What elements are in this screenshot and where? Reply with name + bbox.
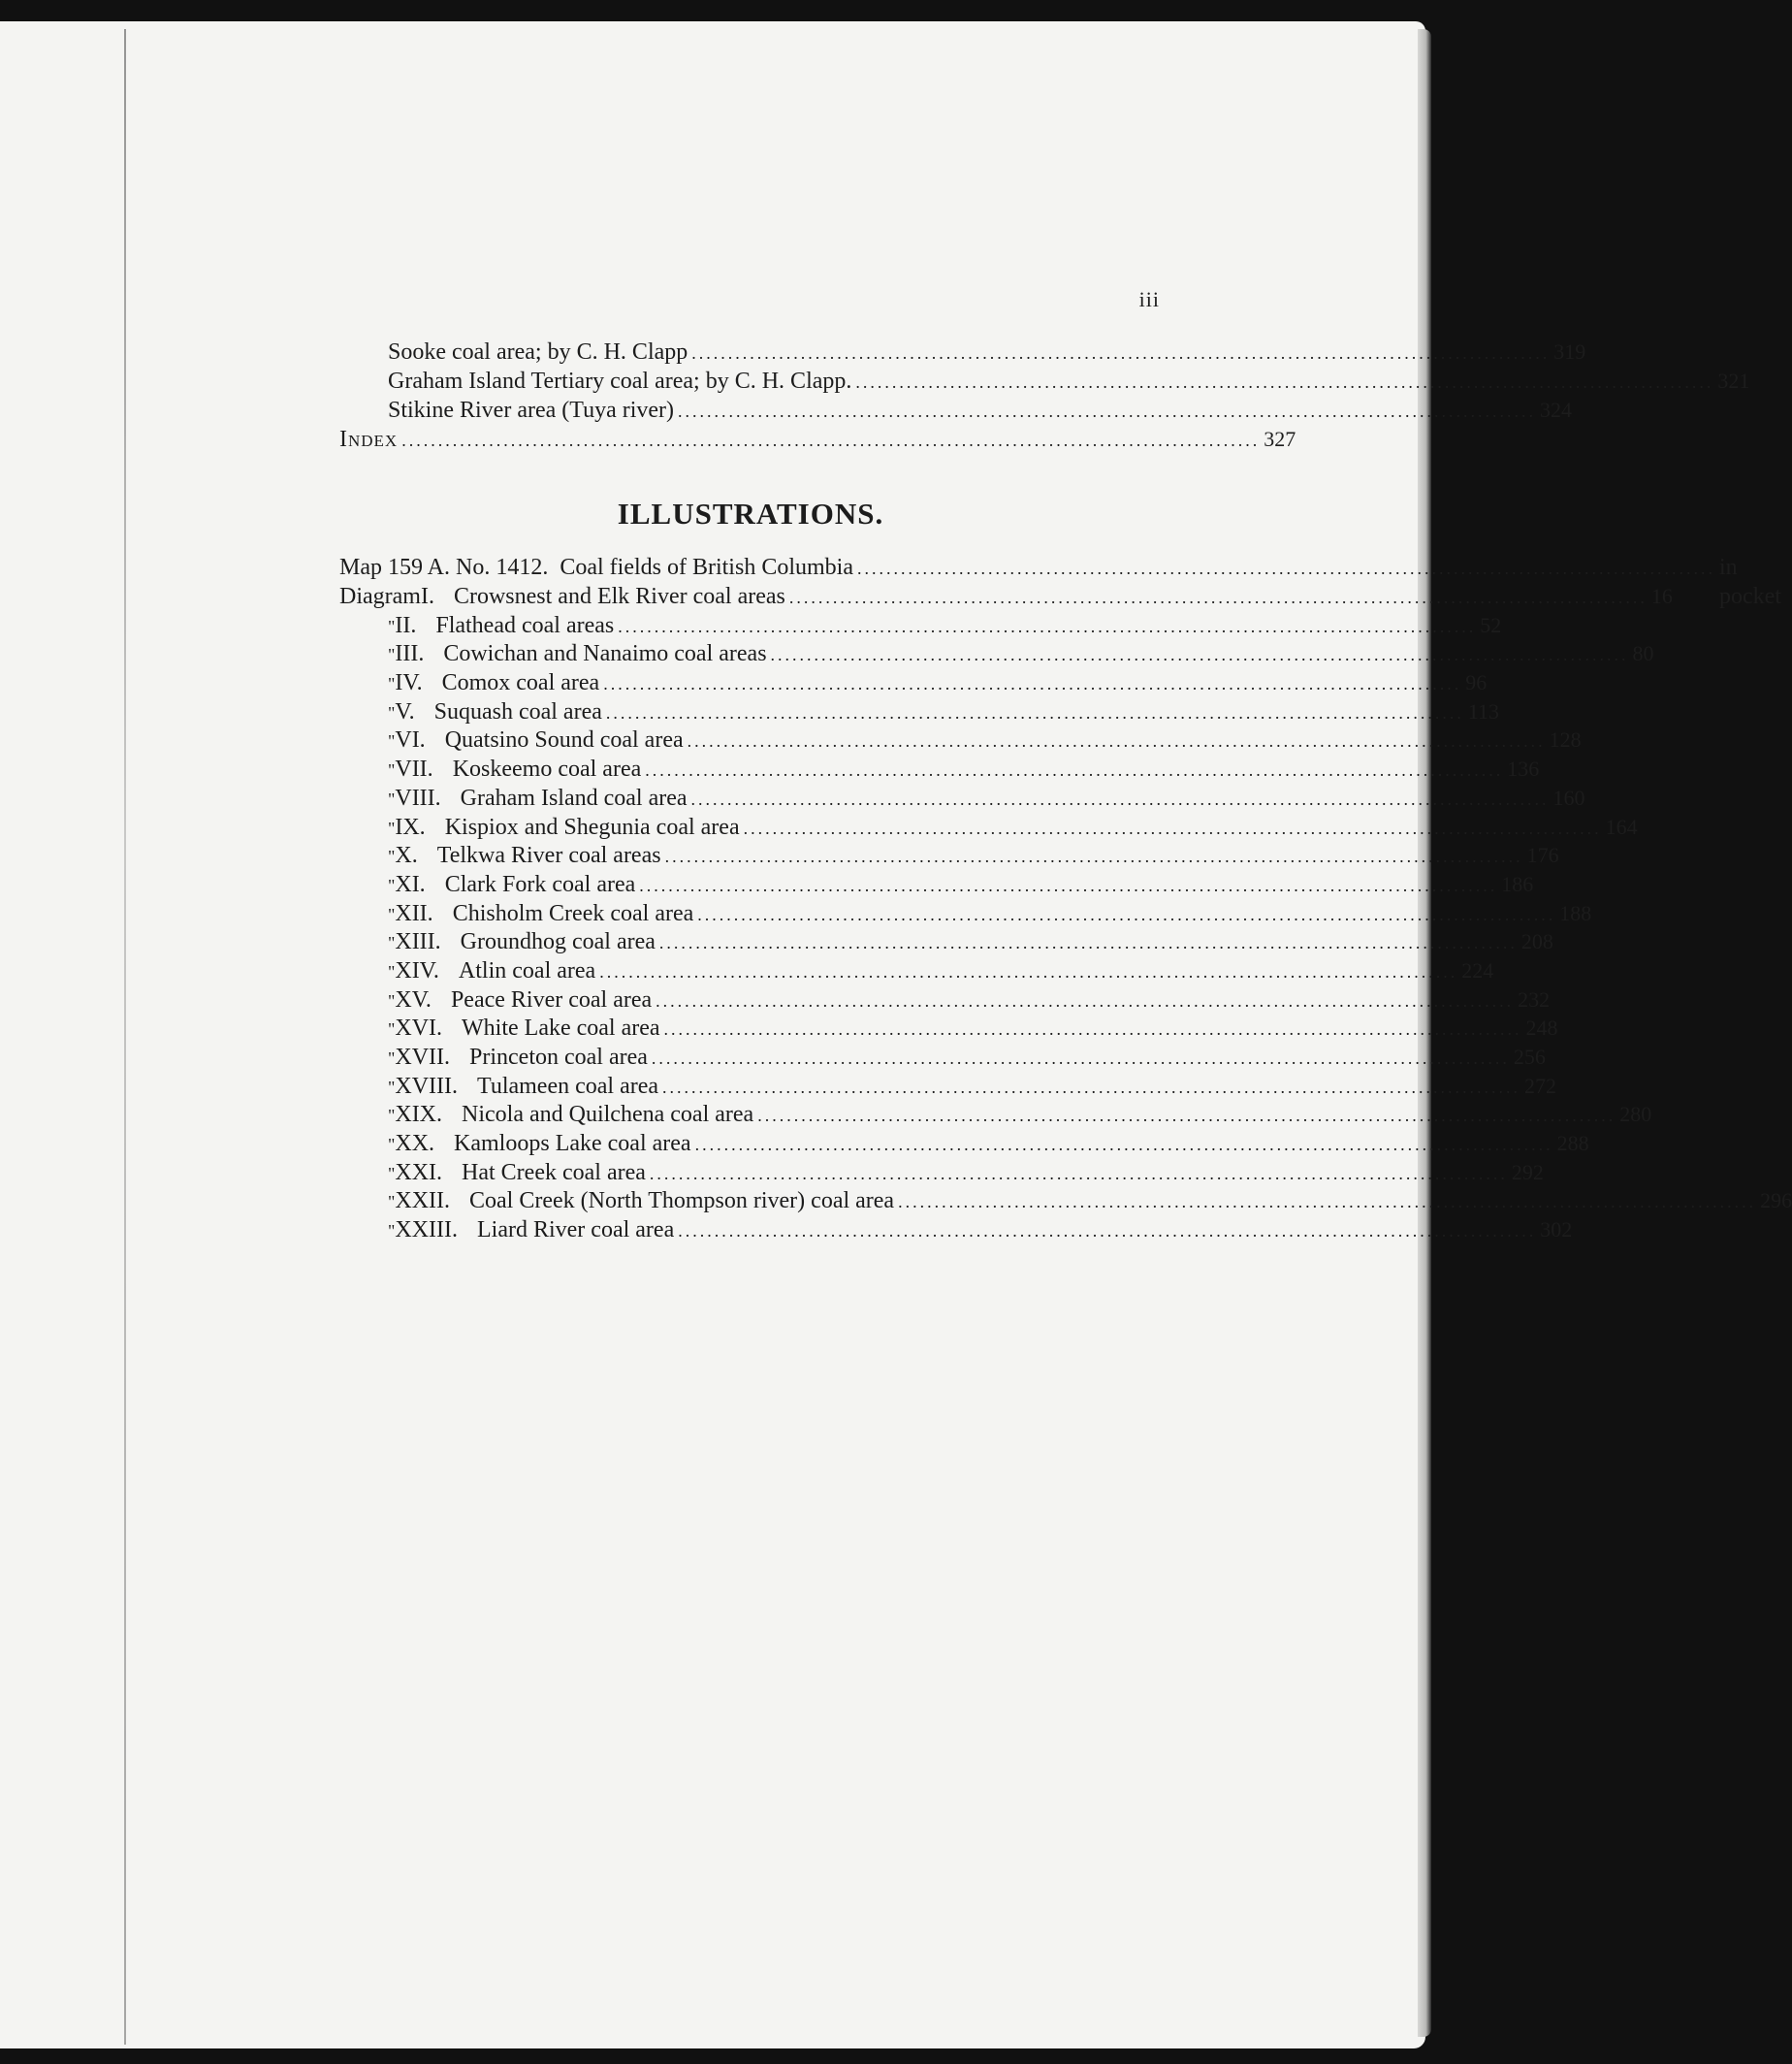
- diagram-entry: [339, 927, 1553, 956]
- ditto-mark: ": [388, 645, 396, 665]
- diagram-title: Nicola and Quilchena coal area: [462, 1102, 754, 1128]
- ditto-mark: ": [388, 674, 396, 694]
- diagram-entry: [339, 1100, 1652, 1129]
- ditto-mark: ": [388, 1048, 396, 1068]
- ditto-mark: ": [388, 875, 396, 895]
- dot-leader: ......................................................................................................................: [788, 588, 1648, 607]
- diagram-number: X.: [395, 843, 418, 869]
- diagram-entry: [339, 1043, 1546, 1072]
- contents-entry: [339, 338, 1586, 367]
- diagram-entry: [339, 668, 1488, 697]
- diagram-number: VIII.: [395, 785, 441, 811]
- dot-leader: ......................................................................................................................: [690, 789, 1550, 809]
- diagram-page: 292: [1511, 1159, 1544, 1184]
- diagram-page: 164: [1605, 814, 1638, 839]
- ditto-mark: ": [388, 847, 396, 867]
- diagram-number: XV.: [395, 986, 432, 1013]
- dot-leader: ......................................................................................................................: [656, 990, 1515, 1011]
- diagram-number: XIII.: [395, 929, 441, 955]
- dot-leader: ......................................................................................................................: [691, 343, 1551, 363]
- diagram-number: XXIII.: [395, 1217, 458, 1243]
- contents-entry-title: Stikine River area (Tuya river): [388, 398, 675, 423]
- dot-leader: ......................................................................................................................: [694, 1135, 1553, 1155]
- diagram-entry: [339, 639, 1654, 668]
- diagram-title: Quatsino Sound coal area: [444, 727, 684, 754]
- diagram-entry: [339, 1014, 1558, 1043]
- contents-entry-title: Sooke coal area; by C. H. Clapp: [388, 339, 688, 365]
- diagram-page: 248: [1525, 1016, 1558, 1041]
- dot-leader: ......................................................................................................................: [605, 702, 1464, 723]
- diagram-title: Groundhog coal area: [460, 929, 656, 955]
- diagram-title: Koskeemo coal area: [452, 757, 642, 783]
- diagram-entry: [339, 1072, 1557, 1101]
- diagram-page: 280: [1619, 1102, 1652, 1127]
- dot-leader: ......................................................................................................................: [618, 616, 1477, 636]
- dot-leader: ......................................................................................................................: [662, 1077, 1521, 1097]
- dot-leader: ......................................................................................................................: [603, 674, 1462, 694]
- diagram-entry: [339, 841, 1559, 870]
- diagram-entry: [339, 870, 1534, 899]
- ditto-mark: ": [388, 1135, 396, 1155]
- dot-leader: ......................................................................................................................: [743, 818, 1602, 838]
- diagram-number: XVIII.: [395, 1073, 458, 1099]
- diagram-title: Liard River coal area: [477, 1217, 675, 1243]
- diagram-number: III.: [395, 641, 425, 667]
- diagram-page: 272: [1524, 1073, 1557, 1098]
- contents-list: [339, 338, 1750, 454]
- diagram-entry: [339, 1186, 1792, 1215]
- diagram-page: 128: [1549, 727, 1582, 753]
- diagram-title: Atlin coal area: [458, 957, 596, 984]
- diagram-entry: [339, 755, 1540, 784]
- diagram-number: XVII.: [395, 1045, 451, 1070]
- dot-leader: ......................................................................................................................: [687, 731, 1546, 752]
- ditto-mark: ": [388, 1019, 396, 1040]
- diagram-page: 288: [1556, 1131, 1589, 1156]
- diagram-number: XXII.: [395, 1188, 451, 1214]
- illustrations-heading: ILLUSTRATIONS.: [617, 497, 884, 531]
- diagram-page: 80: [1632, 641, 1654, 666]
- contents-entry-title: Index: [339, 427, 399, 452]
- ditto-mark: ": [388, 1163, 396, 1183]
- dot-leader: ......................................................................................................................: [645, 760, 1504, 781]
- diagram-number: XVI.: [395, 1016, 443, 1042]
- diagram-title: Cowichan and Nanaimo coal areas: [443, 641, 767, 667]
- diagram-title: Kispiox and Shegunia coal area: [444, 814, 740, 840]
- contents-entry-title: Graham Island Tertiary coal area; by C. H. Clapp.: [388, 369, 852, 394]
- diagram-page: 302: [1540, 1217, 1573, 1242]
- diagram-page: 52: [1480, 612, 1502, 637]
- diagram-entry: [339, 784, 1585, 813]
- diagram-entry: [339, 1215, 1573, 1244]
- diagram-title: Comox coal area: [441, 670, 600, 696]
- diagram-entry: [339, 813, 1638, 842]
- diagram-page: 232: [1518, 986, 1551, 1012]
- dot-leader: ......................................................................................................................: [401, 431, 1261, 450]
- page-folio: iii: [1138, 287, 1160, 311]
- diagram-page: 186: [1501, 871, 1534, 896]
- diagram-title: Peace River coal area: [450, 986, 653, 1013]
- diagram-entry: [339, 1129, 1589, 1158]
- binding-gutter: [124, 29, 126, 2045]
- contents-entry: [339, 396, 1573, 425]
- diagram-page: 256: [1513, 1045, 1546, 1069]
- contents-entry-page: 321: [1717, 369, 1750, 393]
- ditto-mark: ": [388, 731, 396, 752]
- diagram-page: 96: [1465, 670, 1488, 695]
- diagram-title: Crowsnest and Elk River coal areas: [453, 584, 785, 609]
- diagram-page: 208: [1520, 929, 1553, 954]
- diagram-number: IX.: [395, 814, 426, 840]
- dot-leader: ......................................................................................................................: [856, 559, 1715, 578]
- diagram-label: Diagram: [339, 584, 421, 609]
- diagram-page: 136: [1507, 757, 1540, 782]
- diagram-number: XI.: [395, 871, 426, 897]
- dot-leader: ......................................................................................................................: [678, 402, 1537, 421]
- dot-leader: ......................................................................................................................: [664, 847, 1523, 867]
- ditto-mark: ": [388, 904, 396, 924]
- ditto-mark: ": [388, 702, 396, 723]
- ditto-mark: ": [388, 1106, 396, 1126]
- diagram-title: Telkwa River coal areas: [436, 843, 661, 869]
- ditto-mark: ": [388, 616, 396, 636]
- diagram-number: II.: [395, 612, 417, 638]
- diagram-title: Clark Fork coal area: [444, 871, 636, 897]
- map-entry-title: Map 159 A. No. 1412. Coal fields of British Columbia: [339, 555, 853, 580]
- diagram-page: 296: [1760, 1188, 1792, 1213]
- diagram-page: 188: [1559, 900, 1592, 925]
- diagram-page: 224: [1461, 957, 1494, 983]
- diagram-number: V.: [395, 698, 415, 725]
- diagram-entry: [339, 985, 1551, 1015]
- illustrations-list: [339, 553, 1792, 1244]
- ditto-mark: ": [388, 789, 396, 809]
- diagram-title: Graham Island coal area: [460, 785, 688, 811]
- diagram-title: Coal Creek (North Thompson river) coal area: [469, 1188, 895, 1214]
- diagram-title: Princeton coal area: [469, 1045, 648, 1070]
- diagram-entry: [339, 726, 1582, 755]
- diagram-page: 113: [1467, 698, 1500, 724]
- dot-leader: ......................................................................................................................: [770, 645, 1629, 665]
- diagram-entry: [339, 582, 1673, 611]
- diagram-title: White Lake coal area: [462, 1016, 660, 1042]
- map-entry-page: in pocket: [1718, 555, 1781, 609]
- dot-leader: ......................................................................................................................: [599, 961, 1458, 982]
- dot-leader: ......................................................................................................................: [678, 1221, 1537, 1242]
- diagram-entry: [339, 1158, 1544, 1187]
- diagram-number: XXI.: [395, 1159, 443, 1185]
- diagram-title: Suquash coal area: [433, 698, 602, 725]
- dot-leader: ......................................................................................................................: [697, 904, 1556, 924]
- ditto-mark: ": [388, 760, 396, 781]
- diagram-entry: [339, 956, 1494, 985]
- diagram-entry: [339, 899, 1592, 928]
- ditto-mark: ": [388, 990, 396, 1011]
- diagram-number: XIV.: [395, 957, 439, 984]
- dot-leader: ......................................................................................................................: [651, 1048, 1510, 1068]
- dot-leader: ......................................................................................................................: [898, 1192, 1757, 1212]
- diagram-title: Hat Creek coal area: [462, 1159, 646, 1185]
- diagram-title: Chisholm Creek coal area: [452, 900, 694, 926]
- dot-leader: ......................................................................................................................: [757, 1106, 1616, 1126]
- ditto-mark: ": [388, 818, 396, 838]
- diagram-page: 16: [1650, 584, 1673, 608]
- diagram-page: 176: [1526, 843, 1559, 868]
- diagram-number: VI.: [395, 727, 426, 754]
- ditto-mark: ": [388, 1192, 396, 1212]
- diagram-title: Tulameen coal area: [477, 1073, 659, 1099]
- ditto-mark: ": [388, 1221, 396, 1242]
- contents-entry-page: 319: [1553, 339, 1586, 364]
- contents-entry-page: 324: [1540, 398, 1573, 422]
- diagram-title: Flathead coal areas: [435, 612, 615, 638]
- ditto-mark: ": [388, 933, 396, 953]
- dot-leader: ......................................................................................................................: [855, 372, 1714, 392]
- dot-leader: ......................................................................................................................: [639, 875, 1498, 895]
- dot-leader: ......................................................................................................................: [663, 1019, 1522, 1040]
- diagram-number: I.: [420, 584, 434, 609]
- dot-leader: ......................................................................................................................: [649, 1163, 1508, 1183]
- diagram-number: VII.: [395, 757, 433, 783]
- ditto-mark: ": [388, 1077, 396, 1097]
- ditto-mark: ": [388, 961, 396, 982]
- diagram-number: XII.: [395, 900, 433, 926]
- contents-entry: [339, 425, 1296, 454]
- diagram-entry: [339, 697, 1500, 726]
- diagram-number: XX.: [395, 1131, 435, 1157]
- dot-leader: ......................................................................................................................: [658, 933, 1518, 953]
- diagram-number: XIX.: [395, 1102, 443, 1128]
- diagram-entry: [339, 611, 1502, 640]
- contents-entry-page: 327: [1264, 427, 1296, 451]
- diagram-number: IV.: [395, 670, 423, 696]
- diagram-page: 160: [1552, 785, 1585, 810]
- contents-entry: [339, 367, 1750, 396]
- diagram-title: Kamloops Lake coal area: [454, 1131, 691, 1157]
